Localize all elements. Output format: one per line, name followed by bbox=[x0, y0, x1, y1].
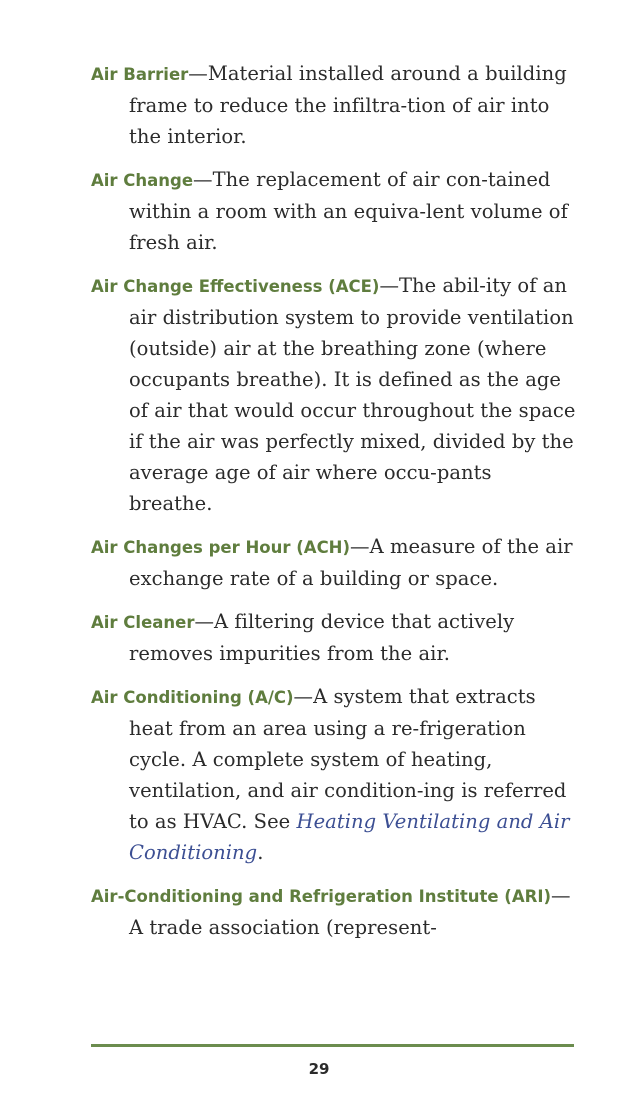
glossary-definition: —The replacement of air con-tained within a room with an equiva-lent volume of fresh air. bbox=[129, 168, 568, 254]
glossary-entry-air-conditioning bbox=[91, 681, 581, 868]
glossary-term: Air Barrier bbox=[91, 65, 189, 84]
glossary-entry-air-change-effectiveness bbox=[91, 270, 581, 519]
glossary-definition: —A trade association (represent- bbox=[129, 884, 571, 939]
page-number: 29 bbox=[308, 1060, 330, 1078]
glossary-definition: —A system that extracts heat from an area using a re-frigeration cycle. A complete system of heating, ventilation, and air condition-ing is referred to as HVAC. See bbox=[129, 685, 567, 833]
glossary-definition: —Material installed around a building frame to reduce the infiltra-tion of air into the interior. bbox=[129, 62, 567, 148]
glossary-entry-ari bbox=[91, 880, 581, 943]
glossary-list bbox=[91, 58, 581, 955]
footer-rule bbox=[91, 1044, 574, 1047]
glossary-entry-air-barrier bbox=[91, 58, 581, 152]
glossary-definition: —The abil-ity of an air distribution system to provide ventilation (outside) air at the breathing zone (where occupants breathe). It is defined as the age of air that would occur throughout the space if the air was perfectly mixed, divided by the average age of air where occu-pants breathe. bbox=[129, 274, 576, 515]
glossary-term: Air Changes per Hour (ACH) bbox=[91, 538, 351, 557]
glossary-term: Air Change Effectiveness (ACE) bbox=[91, 277, 380, 296]
glossary-entry-air-changes-per-hour bbox=[91, 531, 581, 594]
glossary-definition-end: . bbox=[257, 841, 264, 864]
glossary-entry-air-cleaner bbox=[91, 606, 581, 669]
glossary-term: Air Conditioning (A/C) bbox=[91, 688, 294, 707]
glossary-term: Air-Conditioning and Refrigeration Institute (ARI) bbox=[91, 887, 552, 906]
glossary-term: Air Change bbox=[91, 171, 194, 190]
cross-reference-link[interactable]: Heating Ventilating and Air Conditioning bbox=[129, 810, 570, 864]
glossary-definition: —A filtering device that actively removes impurities from the air. bbox=[129, 610, 515, 665]
glossary-entry-air-change bbox=[91, 164, 581, 258]
glossary-term: Air Cleaner bbox=[91, 613, 195, 632]
glossary-definition: —A measure of the air exchange rate of a building or space. bbox=[129, 535, 573, 590]
